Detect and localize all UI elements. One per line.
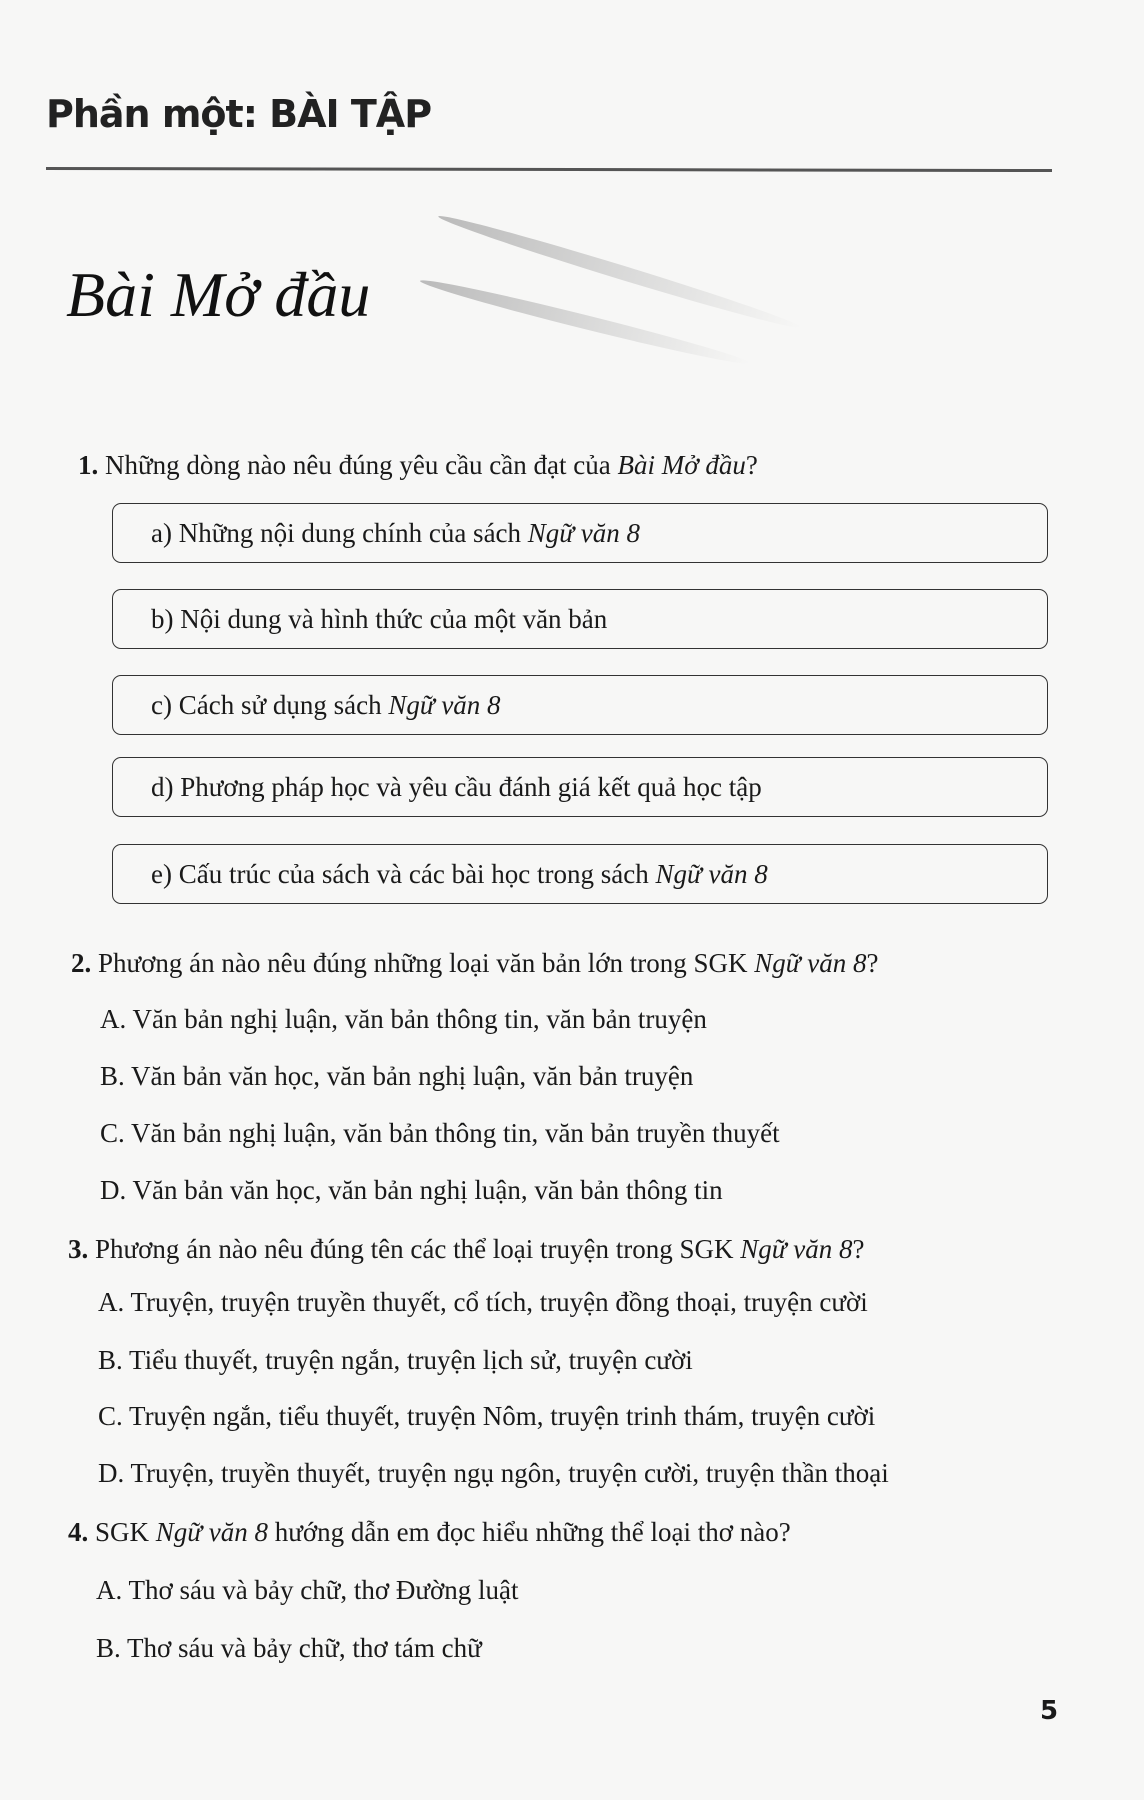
option-box-b[interactable] [112, 589, 1048, 649]
option-box-c[interactable] [112, 675, 1048, 735]
option-text: e) Cấu trúc của sách và các bài học trong sách [151, 859, 656, 889]
decorative-swoosh [436, 210, 803, 334]
option-text: b) Nội dung và hình thức của một văn bản [151, 604, 608, 634]
option-4b: B. Thơ sáu và bảy chữ, thơ tám chữ [96, 1633, 482, 1663]
question-1 [78, 450, 758, 481]
option-2c: C. Văn bản nghị luận, văn bản thông tin, văn bản truyền thuyết [100, 1118, 780, 1148]
lesson-title: Bài Mở đầu [66, 259, 371, 330]
option-3c: C. Truyện ngắn, tiểu thuyết, truyện Nôm, truyện trinh thám, truyện cười [98, 1401, 876, 1431]
option-2a: A. Văn bản nghị luận, văn bản thông tin, văn bản truyện [100, 1004, 707, 1034]
question-3 [68, 1234, 864, 1265]
question-number: 3. [68, 1234, 89, 1264]
option-text: c) Cách sử dụng sách [151, 690, 389, 720]
option-italic: Ngữ văn 8 [388, 690, 501, 720]
question-4 [68, 1517, 791, 1548]
option-italic: Ngữ văn 8 [527, 518, 641, 548]
option-2d: D. Văn bản văn học, văn bản nghị luận, văn bản thông tin [100, 1175, 723, 1205]
question-text: Những dòng nào nêu đúng yêu cầu cần đạt của [105, 450, 618, 480]
question-italic: Ngữ văn 8 [155, 1517, 268, 1547]
section-title: Phần một: BÀI TẬP [46, 92, 432, 136]
question-end: ? [866, 948, 879, 978]
option-3a: A. Truyện, truyện truyền thuyết, cổ tích, truyện đồng thoại, truyện cười [98, 1287, 868, 1317]
option-4a: A. Thơ sáu và bảy chữ, thơ Đường luật [96, 1575, 519, 1605]
question-italic: Ngữ văn 8 [754, 948, 867, 978]
question-italic: Ngữ văn 8 [740, 1234, 853, 1264]
option-box-d[interactable] [112, 757, 1048, 817]
question-text: SGK [95, 1517, 156, 1547]
question-end: hướng dẫn em đọc hiểu những thể loại thơ nào? [267, 1517, 791, 1547]
question-2 [71, 948, 878, 979]
option-italic: Ngữ văn 8 [655, 859, 768, 889]
title-divider [46, 167, 1052, 172]
question-end: ? [745, 450, 758, 480]
option-text: a) Những nội dung chính của sách [151, 518, 528, 548]
question-number: 2. [71, 948, 92, 978]
option-2b: B. Văn bản văn học, văn bản nghị luận, văn bản truyện [100, 1061, 694, 1091]
option-text: d) Phương pháp học và yêu cầu đánh giá kết quả học tập [151, 772, 762, 802]
question-text: Phương án nào nêu đúng những loại văn bản lớn trong SGK [98, 948, 755, 978]
option-3d: D. Truyện, truyền thuyết, truyện ngụ ngôn, truyện cười, truyện thần thoại [98, 1458, 889, 1488]
question-end: ? [852, 1234, 865, 1264]
question-italic: Bài Mở đầu [617, 450, 746, 480]
question-number: 4. [68, 1517, 89, 1547]
question-number: 1. [78, 450, 99, 480]
option-3b: B. Tiểu thuyết, truyện ngắn, truyện lịch sử, truyện cười [98, 1345, 693, 1375]
decorative-swoosh [418, 274, 751, 370]
page-number: 5 [1040, 1696, 1059, 1726]
option-box-e[interactable] [112, 844, 1048, 904]
option-box-a[interactable] [112, 503, 1048, 563]
question-text: Phương án nào nêu đúng tên các thể loại truyện trong SGK [95, 1234, 741, 1264]
